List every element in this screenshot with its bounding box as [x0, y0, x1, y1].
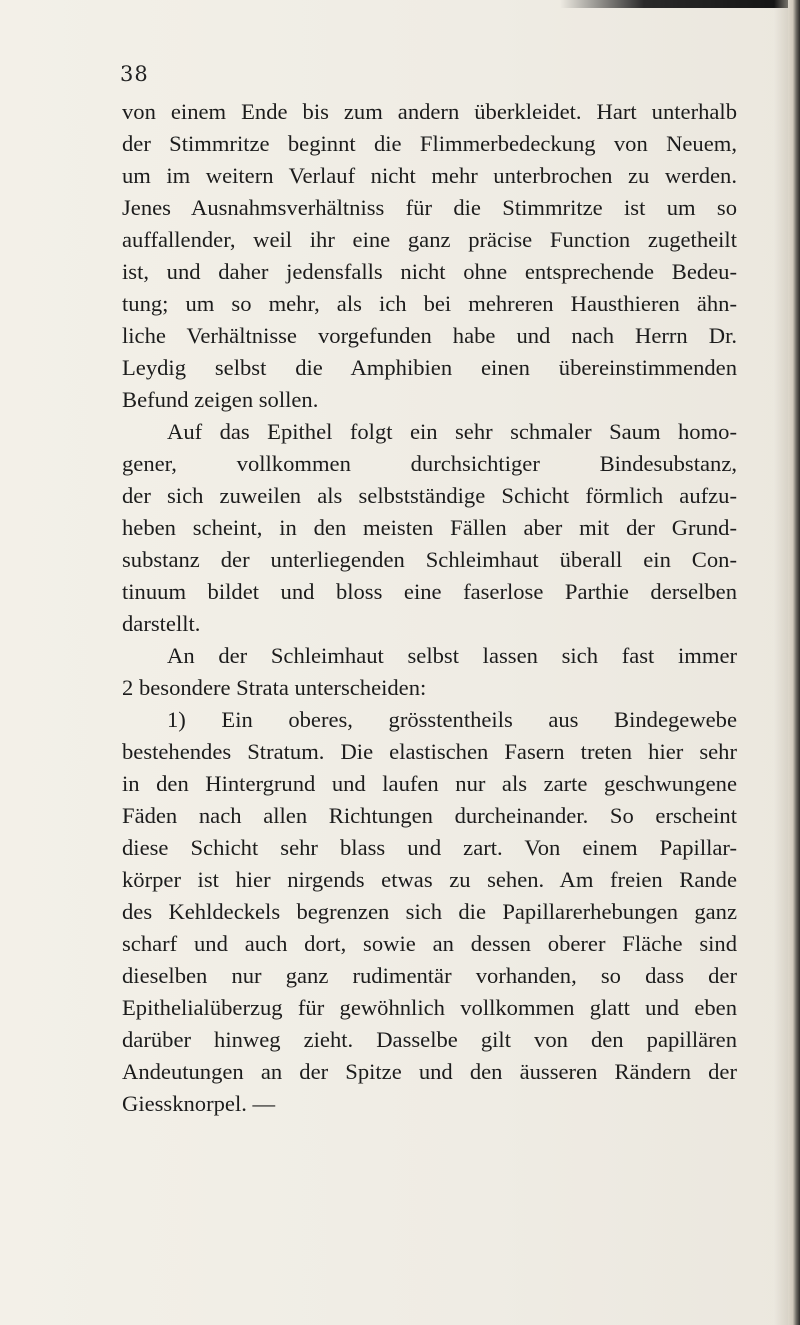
- page-edge-shadow-top: [560, 0, 800, 8]
- text-line: von einem Ende bis zum andern überkleidet. Hart unterhalb: [122, 99, 737, 124]
- text-line: Andeutungen an der Spitze und den äusseren Rändern der: [122, 1059, 737, 1084]
- text-line: gener, vollkommen durchsichtiger Bindesubstanz,: [122, 451, 737, 476]
- text-line: auffallender, weil ihr eine ganz präcise Function zugetheilt: [122, 227, 737, 252]
- page-number: 38: [120, 62, 149, 86]
- text-line: der sich zuweilen als selbstständige Schicht förmlich aufzu-: [122, 483, 737, 508]
- text-line: tung; um so mehr, als ich bei mehreren Hausthieren ähn-: [122, 291, 737, 316]
- text-line: Epithelialüberzug für gewöhnlich vollkommen glatt und eben: [122, 995, 737, 1020]
- text-line: körper ist hier nirgends etwas zu sehen. Am freien Rande: [122, 867, 737, 892]
- text-line: 2 besondere Strata unterscheiden:: [122, 675, 427, 700]
- text-line: Jenes Ausnahmsverhältniss für die Stimmritze ist um so: [122, 195, 737, 220]
- text-line: der Stimmritze beginnt die Flimmerbedeckung von Neuem,: [122, 131, 737, 156]
- text-line: Leydig selbst die Amphibien einen übereinstimmenden: [122, 355, 737, 380]
- text-line: Giessknorpel. —: [122, 1091, 276, 1116]
- text-line: Fäden nach allen Richtungen durcheinander. So erscheint: [122, 803, 737, 828]
- text-line: diese Schicht sehr blass und zart. Von einem Papillar-: [122, 835, 737, 860]
- body-text: [122, 96, 737, 1120]
- text-line: heben scheint, in den meisten Fällen aber mit der Grund-: [122, 515, 737, 540]
- text-line: Befund zeigen sollen.: [122, 387, 319, 412]
- text-line: bestehendes Stratum. Die elastischen Fasern treten hier sehr: [122, 739, 737, 764]
- text-line: An der Schleimhaut selbst lassen sich fast immer: [167, 643, 737, 668]
- text-line: scharf und auch dort, sowie an dessen oberer Fläche sind: [122, 931, 737, 956]
- text-line: um im weitern Verlauf nicht mehr unterbrochen zu werden.: [122, 163, 737, 188]
- text-line: Auf das Epithel folgt ein sehr schmaler Saum homo-: [167, 419, 737, 444]
- text-line: ist, und daher jedensfalls nicht ohne entsprechende Bedeu-: [122, 259, 737, 284]
- text-line: darüber hinweg zieht. Dasselbe gilt von den papillären: [122, 1027, 737, 1052]
- text-line: liche Verhältnisse vorgefunden habe und nach Herrn Dr.: [122, 323, 737, 348]
- text-line: dieselben nur ganz rudimentär vorhanden, so dass der: [122, 963, 737, 988]
- text-line: des Kehldeckels begrenzen sich die Papillarerhebungen ganz: [122, 899, 737, 924]
- text-line: 1) Ein oberes, grösstentheils aus Bindegewebe: [167, 707, 737, 732]
- text-line: tinuum bildet und bloss eine faserlose Parthie derselben: [122, 579, 737, 604]
- text-line: in den Hintergrund und laufen nur als zarte geschwungene: [122, 771, 737, 796]
- text-line: substanz der unterliegenden Schleimhaut überall ein Con-: [122, 547, 737, 572]
- page-gutter-shade: [774, 0, 788, 1325]
- text-line: darstellt.: [122, 611, 201, 636]
- page-edge-shadow-right: [788, 0, 800, 1325]
